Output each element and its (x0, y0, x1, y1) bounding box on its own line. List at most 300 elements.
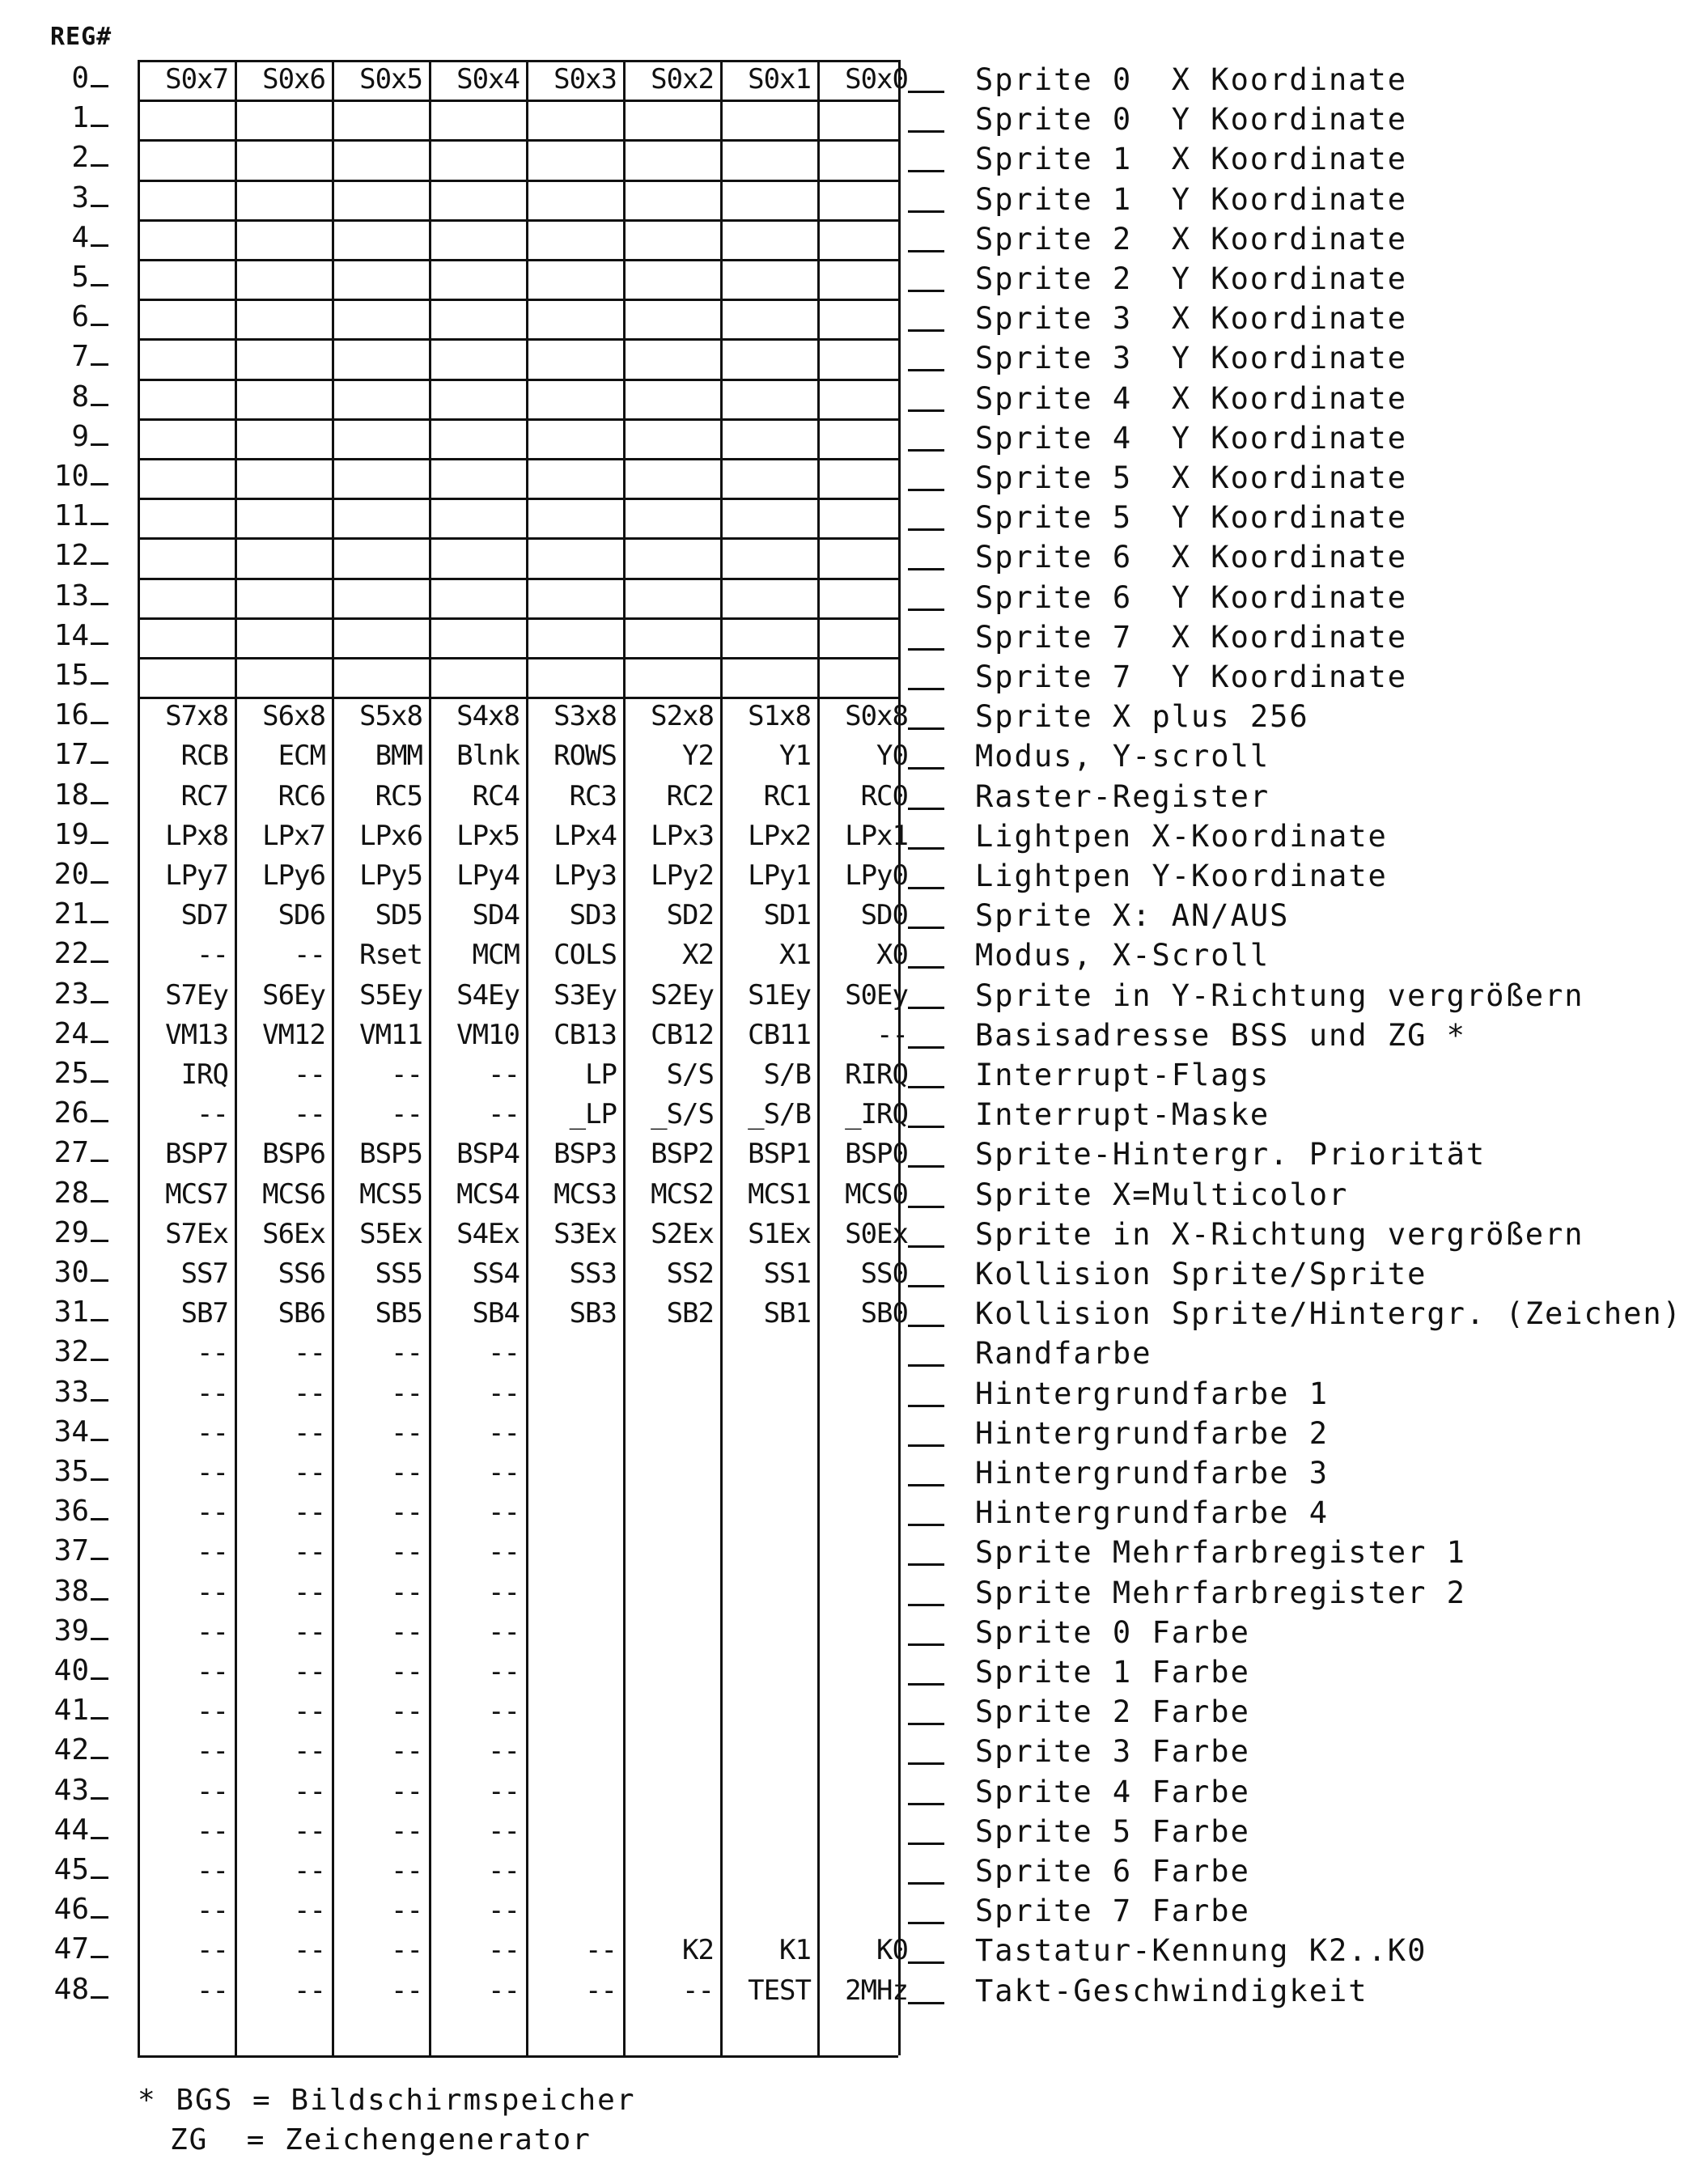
register-number: 33 (53, 1375, 89, 1409)
bit-cell-5: -- (391, 1496, 422, 1529)
bit-cell-4 (429, 219, 526, 259)
trailing-underline (908, 250, 944, 252)
bit-cell-3: BSP3 (553, 1138, 617, 1171)
register-dash (91, 523, 108, 525)
register-row-2 (0, 139, 1705, 179)
register-row-33 (0, 1374, 1705, 1414)
grid-vertical-line (235, 60, 237, 2055)
register-number: 3 (71, 180, 89, 214)
register-dash (91, 1478, 108, 1481)
grid-vertical-line (720, 60, 723, 2055)
bit-cell-2 (623, 418, 720, 458)
bit-cell-0: _IRQ (845, 1098, 908, 1131)
bit-cell-6 (235, 338, 332, 378)
bit-cell-4 (429, 418, 526, 458)
bit-cell-6: -- (294, 1814, 325, 1847)
trailing-underline (908, 1604, 944, 1606)
bit-cell-5: -- (391, 1615, 422, 1648)
bit-cell-3 (526, 498, 623, 537)
bit-cell-1 (720, 418, 817, 458)
trailing-underline (908, 648, 944, 651)
trailing-underline (908, 1325, 944, 1327)
bit-cell-4: S4Ex (456, 1217, 520, 1250)
bit-cell-3 (526, 1772, 623, 1812)
register-number: 9 (71, 419, 89, 453)
register-row-30 (0, 1254, 1705, 1294)
bit-cell-5: -- (391, 1337, 422, 1370)
reg-column-header: REG# (50, 23, 112, 51)
bit-cell-6: SB6 (278, 1297, 325, 1330)
bit-cell-3 (526, 338, 623, 378)
register-row-11 (0, 498, 1705, 537)
register-row-46 (0, 1891, 1705, 1931)
bit-cell-4 (429, 338, 526, 378)
bit-cell-2 (623, 338, 720, 378)
bit-cell-2 (623, 1692, 720, 1732)
register-description: Modus, X-Scroll (975, 938, 1270, 973)
bit-cell-1: BSP1 (748, 1138, 811, 1171)
bit-cell-3: S3x8 (553, 700, 617, 733)
trailing-underline (908, 767, 944, 770)
register-row-7 (0, 338, 1705, 378)
register-dash (91, 603, 108, 605)
bit-cell-6 (235, 219, 332, 259)
register-description: Sprite-Hintergr. Priorität (975, 1137, 1487, 1173)
bit-cell-3 (526, 1891, 623, 1931)
register-description: Sprite 5 X Koordinate (975, 460, 1408, 495)
bit-cell-2: Y2 (682, 740, 714, 773)
register-dash (91, 802, 108, 804)
bit-cell-6 (235, 617, 332, 657)
register-number: 15 (53, 659, 89, 692)
bit-cell-6 (235, 498, 332, 537)
grid-horizontal-line (138, 60, 898, 62)
register-dash (91, 1001, 108, 1003)
bit-cell-1 (720, 1453, 817, 1493)
register-description: Hintergrundfarbe 4 (975, 1495, 1329, 1531)
bit-cell-3 (526, 1374, 623, 1414)
bit-cell-1: RC1 (763, 779, 811, 812)
bit-cell-3: ROWS (553, 740, 617, 773)
register-dash (91, 443, 108, 446)
register-row-19 (0, 816, 1705, 856)
register-description: Sprite 3 Farbe (975, 1734, 1250, 1770)
grid-vertical-line (332, 60, 334, 2055)
trailing-underline (908, 1843, 944, 1845)
bit-cell-3 (526, 657, 623, 697)
register-row-37 (0, 1533, 1705, 1572)
trailing-underline (908, 966, 944, 969)
trailing-underline (908, 1563, 944, 1566)
bit-cell-7 (138, 657, 235, 697)
bit-cell-3 (526, 418, 623, 458)
bit-cell-4: -- (488, 1656, 520, 1688)
bit-cell-7 (138, 537, 235, 577)
register-row-17 (0, 736, 1705, 776)
register-dash (91, 761, 108, 764)
bit-cell-6: LPy6 (262, 859, 325, 892)
register-description: Sprite 2 X Koordinate (975, 221, 1408, 257)
bit-cell-4: -- (488, 1974, 520, 2007)
register-description: Sprite in Y-Richtung vergrößern (975, 977, 1584, 1013)
bit-cell-5: LPy5 (359, 859, 422, 892)
bit-cell-4 (429, 139, 526, 179)
bit-cell-1 (720, 458, 817, 498)
bit-cell-2: LPx3 (651, 819, 714, 852)
trailing-underline (908, 1046, 944, 1049)
bit-cell-6: -- (294, 1695, 325, 1728)
bit-cell-3 (526, 299, 623, 338)
bit-cell-7: LPx8 (165, 819, 228, 852)
trailing-underline (908, 1643, 944, 1646)
bit-cell-7: SD7 (180, 899, 228, 932)
register-dash (91, 842, 108, 844)
bit-cell-1 (720, 259, 817, 299)
grid-vertical-line (526, 60, 528, 2055)
register-row-22 (0, 935, 1705, 975)
register-row-47 (0, 1931, 1705, 1970)
trailing-underline (908, 1762, 944, 1765)
register-number: 46 (53, 1893, 89, 1927)
grid-horizontal-line (138, 379, 898, 381)
register-dash (91, 284, 108, 286)
register-number: 28 (53, 1176, 89, 1210)
bit-cell-3: SS3 (569, 1257, 617, 1290)
bit-cell-4: -- (488, 1457, 520, 1489)
bit-cell-1: LPx2 (748, 819, 811, 852)
bit-cell-2: S0x2 (651, 63, 714, 95)
bit-cell-3: SB3 (569, 1297, 617, 1330)
bit-cell-2: RC2 (666, 779, 714, 812)
bit-cell-1 (720, 219, 817, 259)
bit-cell-1: S0x1 (748, 63, 811, 95)
bit-cell-4: -- (488, 1735, 520, 1768)
bit-cell-2 (623, 1812, 720, 1851)
register-number: 7 (71, 340, 89, 374)
bit-cell-7: -- (197, 1416, 228, 1449)
bit-cell-4: RC4 (472, 779, 520, 812)
bit-cell-4: -- (488, 1098, 520, 1131)
bit-cell-5 (332, 498, 429, 537)
bit-cell-7: S7x8 (165, 700, 228, 733)
register-row-43 (0, 1772, 1705, 1812)
bit-cell-2 (623, 1374, 720, 1414)
bit-cell-4: -- (488, 1416, 520, 1449)
trailing-underline (908, 489, 944, 491)
register-row-45 (0, 1851, 1705, 1891)
bit-cell-3: -- (585, 1934, 617, 1967)
register-description: Sprite 7 X Koordinate (975, 619, 1408, 655)
trailing-underline (908, 927, 944, 929)
bit-cell-7: IRQ (180, 1058, 228, 1091)
register-dash (91, 1279, 108, 1282)
register-number: 22 (53, 937, 89, 971)
bit-cell-1 (720, 139, 817, 179)
bit-cell-2 (623, 100, 720, 139)
register-number: 35 (53, 1455, 89, 1488)
bit-cell-3 (526, 1732, 623, 1771)
bit-cell-1 (720, 1414, 817, 1453)
register-description: Sprite 1 Farbe (975, 1655, 1250, 1690)
grid-horizontal-line (138, 180, 898, 182)
bit-cell-1: CB11 (748, 1018, 811, 1051)
register-number: 5 (71, 261, 89, 294)
register-description: Sprite X=Multicolor (975, 1177, 1349, 1212)
bit-cell-4 (429, 100, 526, 139)
bit-cell-5: -- (391, 1775, 422, 1808)
bit-cell-1 (720, 578, 817, 617)
register-row-8 (0, 379, 1705, 418)
bit-cell-4 (429, 498, 526, 537)
bit-cell-4 (429, 299, 526, 338)
bit-cell-5: SB5 (375, 1297, 422, 1330)
bit-cell-7: S7Ey (165, 978, 228, 1011)
grid-horizontal-line (138, 498, 898, 500)
register-description: Sprite 5 Y Koordinate (975, 500, 1408, 536)
register-dash (91, 1598, 108, 1601)
bit-cell-7 (138, 259, 235, 299)
register-description: Kollision Sprite/Sprite (975, 1257, 1427, 1291)
bit-cell-5: RC5 (375, 779, 422, 812)
bit-cell-5: -- (391, 1934, 422, 1967)
bit-cell-4: -- (488, 1695, 520, 1728)
bit-cell-7: -- (197, 1615, 228, 1648)
bit-cell-1: MCS1 (748, 1177, 811, 1211)
bit-cell-5: -- (391, 1695, 422, 1728)
grid-horizontal-line (138, 139, 898, 142)
trailing-underline (908, 1922, 944, 1924)
register-dash (91, 682, 108, 685)
bit-cell-5: BMM (375, 740, 422, 773)
bit-cell-2: SD2 (666, 899, 714, 932)
register-number: 25 (53, 1057, 89, 1090)
register-description: Randfarbe (975, 1336, 1152, 1372)
bit-cell-3 (526, 180, 623, 219)
bit-cell-5 (332, 219, 429, 259)
register-row-42 (0, 1732, 1705, 1771)
bit-cell-5: -- (391, 1894, 422, 1927)
bit-cell-7: -- (197, 1775, 228, 1808)
register-description: Sprite 1 X Koordinate (975, 142, 1408, 177)
bit-cell-2 (623, 1493, 720, 1533)
bit-cell-6 (235, 578, 332, 617)
register-row-28 (0, 1175, 1705, 1215)
bit-cell-6: -- (294, 939, 325, 972)
bit-cell-0: SB0 (860, 1297, 908, 1330)
register-number: 27 (53, 1136, 89, 1170)
register-dash (91, 1240, 108, 1242)
register-number: 13 (53, 579, 89, 613)
register-description: Sprite 1 Y Koordinate (975, 181, 1408, 217)
bit-cell-5 (332, 100, 429, 139)
register-row-12 (0, 537, 1705, 577)
bit-cell-2: BSP2 (651, 1138, 714, 1171)
bit-cell-7: -- (197, 1457, 228, 1489)
bit-cell-3: S3Ey (553, 978, 617, 1011)
register-number: 24 (53, 1016, 89, 1050)
bit-cell-7: -- (197, 1337, 228, 1370)
bit-cell-1: K1 (779, 1934, 811, 1967)
trailing-underline (908, 1165, 944, 1168)
register-row-0 (0, 60, 1705, 100)
register-number: 34 (53, 1414, 89, 1448)
bit-cell-3: -- (585, 1974, 617, 2007)
register-description: Tastatur-Kennung K2..K0 (975, 1933, 1427, 1969)
bit-cell-7 (138, 219, 235, 259)
register-description: Sprite Mehrfarbregister 1 (975, 1535, 1466, 1571)
bit-cell-3 (526, 1453, 623, 1493)
bit-cell-2 (623, 379, 720, 418)
register-dash (91, 1080, 108, 1083)
bit-cell-4 (429, 537, 526, 577)
register-dash (91, 1041, 108, 1043)
bit-cell-6: -- (294, 1496, 325, 1529)
bit-cell-1: _S/B (748, 1098, 811, 1131)
bit-cell-5 (332, 578, 429, 617)
register-row-14 (0, 617, 1705, 657)
bit-cell-7: MCS7 (165, 1177, 228, 1211)
bit-cell-3: LPx4 (553, 819, 617, 852)
bit-cell-2 (623, 537, 720, 577)
bit-cell-5: LPx6 (359, 819, 422, 852)
register-row-44 (0, 1812, 1705, 1851)
register-description: Sprite 5 Farbe (975, 1813, 1250, 1849)
bit-cell-6: S6Ex (262, 1217, 325, 1250)
bit-cell-6: LPx7 (262, 819, 325, 852)
bit-cell-7: -- (197, 1656, 228, 1688)
register-row-23 (0, 976, 1705, 1016)
bit-cell-6 (235, 418, 332, 458)
bit-cell-4: -- (488, 1615, 520, 1648)
bit-cell-1 (720, 498, 817, 537)
register-row-5 (0, 259, 1705, 299)
bit-cell-4 (429, 657, 526, 697)
bit-cell-7 (138, 458, 235, 498)
bit-cell-4: MCM (472, 939, 520, 972)
bit-cell-5 (332, 617, 429, 657)
bit-cell-7 (138, 379, 235, 418)
register-description: Interrupt-Maske (975, 1097, 1270, 1133)
register-row-20 (0, 856, 1705, 896)
register-row-9 (0, 418, 1705, 458)
grid-vertical-line (817, 60, 820, 2055)
bit-cell-4: -- (488, 1775, 520, 1808)
bit-cell-7: -- (197, 1814, 228, 1847)
bit-cell-5: S5Ex (359, 1217, 422, 1250)
register-number: 38 (53, 1574, 89, 1608)
bit-cell-4: -- (488, 1894, 520, 1927)
register-dash (91, 1877, 108, 1879)
bit-cell-7: -- (197, 1934, 228, 1967)
register-row-26 (0, 1095, 1705, 1134)
trailing-underline (908, 1285, 944, 1287)
bit-cell-5: -- (391, 1855, 422, 1887)
bit-cell-5: -- (391, 1416, 422, 1449)
bit-cell-3 (526, 1692, 623, 1732)
trailing-underline (908, 1245, 944, 1248)
trailing-underline (908, 1803, 944, 1805)
bit-cell-1 (720, 1613, 817, 1652)
bit-cell-6: -- (294, 1098, 325, 1131)
bit-cell-2 (623, 259, 720, 299)
register-description: Lightpen Y-Koordinate (975, 859, 1388, 893)
register-number: 23 (53, 977, 89, 1011)
bit-cell-2: S2Ey (651, 978, 714, 1011)
bit-cell-5 (332, 379, 429, 418)
bit-cell-6: -- (294, 1337, 325, 1370)
bit-cell-4: -- (488, 1337, 520, 1370)
bit-cell-6: -- (294, 1735, 325, 1768)
bit-cell-5 (332, 299, 429, 338)
register-dash (91, 1518, 108, 1520)
register-row-31 (0, 1294, 1705, 1334)
grid-horizontal-line (138, 578, 898, 580)
trailing-underline (908, 1364, 944, 1367)
bit-cell-7: -- (197, 1376, 228, 1410)
bit-cell-5: -- (391, 1536, 422, 1569)
register-dash (91, 483, 108, 486)
register-row-32 (0, 1334, 1705, 1373)
register-dash (91, 1677, 108, 1680)
register-description: Raster-Register (975, 778, 1270, 814)
register-description: Kollision Sprite/Hintergr. (Zeichen) (975, 1296, 1682, 1332)
grid-horizontal-line (138, 259, 898, 261)
bit-cell-1 (720, 1812, 817, 1851)
register-row-48 (0, 1971, 1705, 2011)
bit-cell-6 (235, 100, 332, 139)
bit-cell-4: LPy4 (456, 859, 520, 892)
register-row-25 (0, 1055, 1705, 1095)
register-number: 31 (53, 1296, 89, 1329)
register-row-21 (0, 896, 1705, 935)
bit-cell-7: VM13 (165, 1018, 228, 1051)
bit-cell-3 (526, 578, 623, 617)
register-dash (91, 1359, 108, 1361)
register-dash (91, 562, 108, 565)
trailing-underline (908, 449, 944, 452)
register-number: 14 (53, 618, 89, 652)
register-description: Hintergrundfarbe 2 (975, 1415, 1329, 1451)
register-description: Sprite Mehrfarbregister 2 (975, 1575, 1466, 1610)
trailing-underline (908, 1882, 944, 1885)
bit-cell-5: -- (391, 1814, 422, 1847)
bit-cell-0: S0x0 (845, 63, 908, 95)
bit-cell-6: MCS6 (262, 1177, 325, 1211)
register-description: Sprite 4 Farbe (975, 1774, 1250, 1809)
bit-cell-5 (332, 418, 429, 458)
register-dash (91, 961, 108, 963)
grid-horizontal-line (138, 100, 898, 102)
register-dash (91, 1399, 108, 1402)
register-number: 26 (53, 1096, 89, 1130)
bit-cell-0: BSP0 (845, 1138, 908, 1171)
bit-cell-1 (720, 338, 817, 378)
trailing-underline (908, 290, 944, 292)
register-number: 19 (53, 817, 89, 851)
bit-cell-4: -- (488, 1934, 520, 1967)
bit-cell-3 (526, 1334, 623, 1373)
trailing-underline (908, 1206, 944, 1208)
bit-cell-1: SB1 (763, 1297, 811, 1330)
bit-cell-1 (720, 1732, 817, 1771)
bit-cell-5: VM11 (359, 1018, 422, 1051)
bit-cell-7: S7Ex (165, 1217, 228, 1250)
bit-cell-2 (623, 1453, 720, 1493)
bit-cell-1 (720, 1374, 817, 1414)
bit-cell-4: VM10 (456, 1018, 520, 1051)
register-dash (91, 1717, 108, 1720)
bit-cell-1 (720, 379, 817, 418)
